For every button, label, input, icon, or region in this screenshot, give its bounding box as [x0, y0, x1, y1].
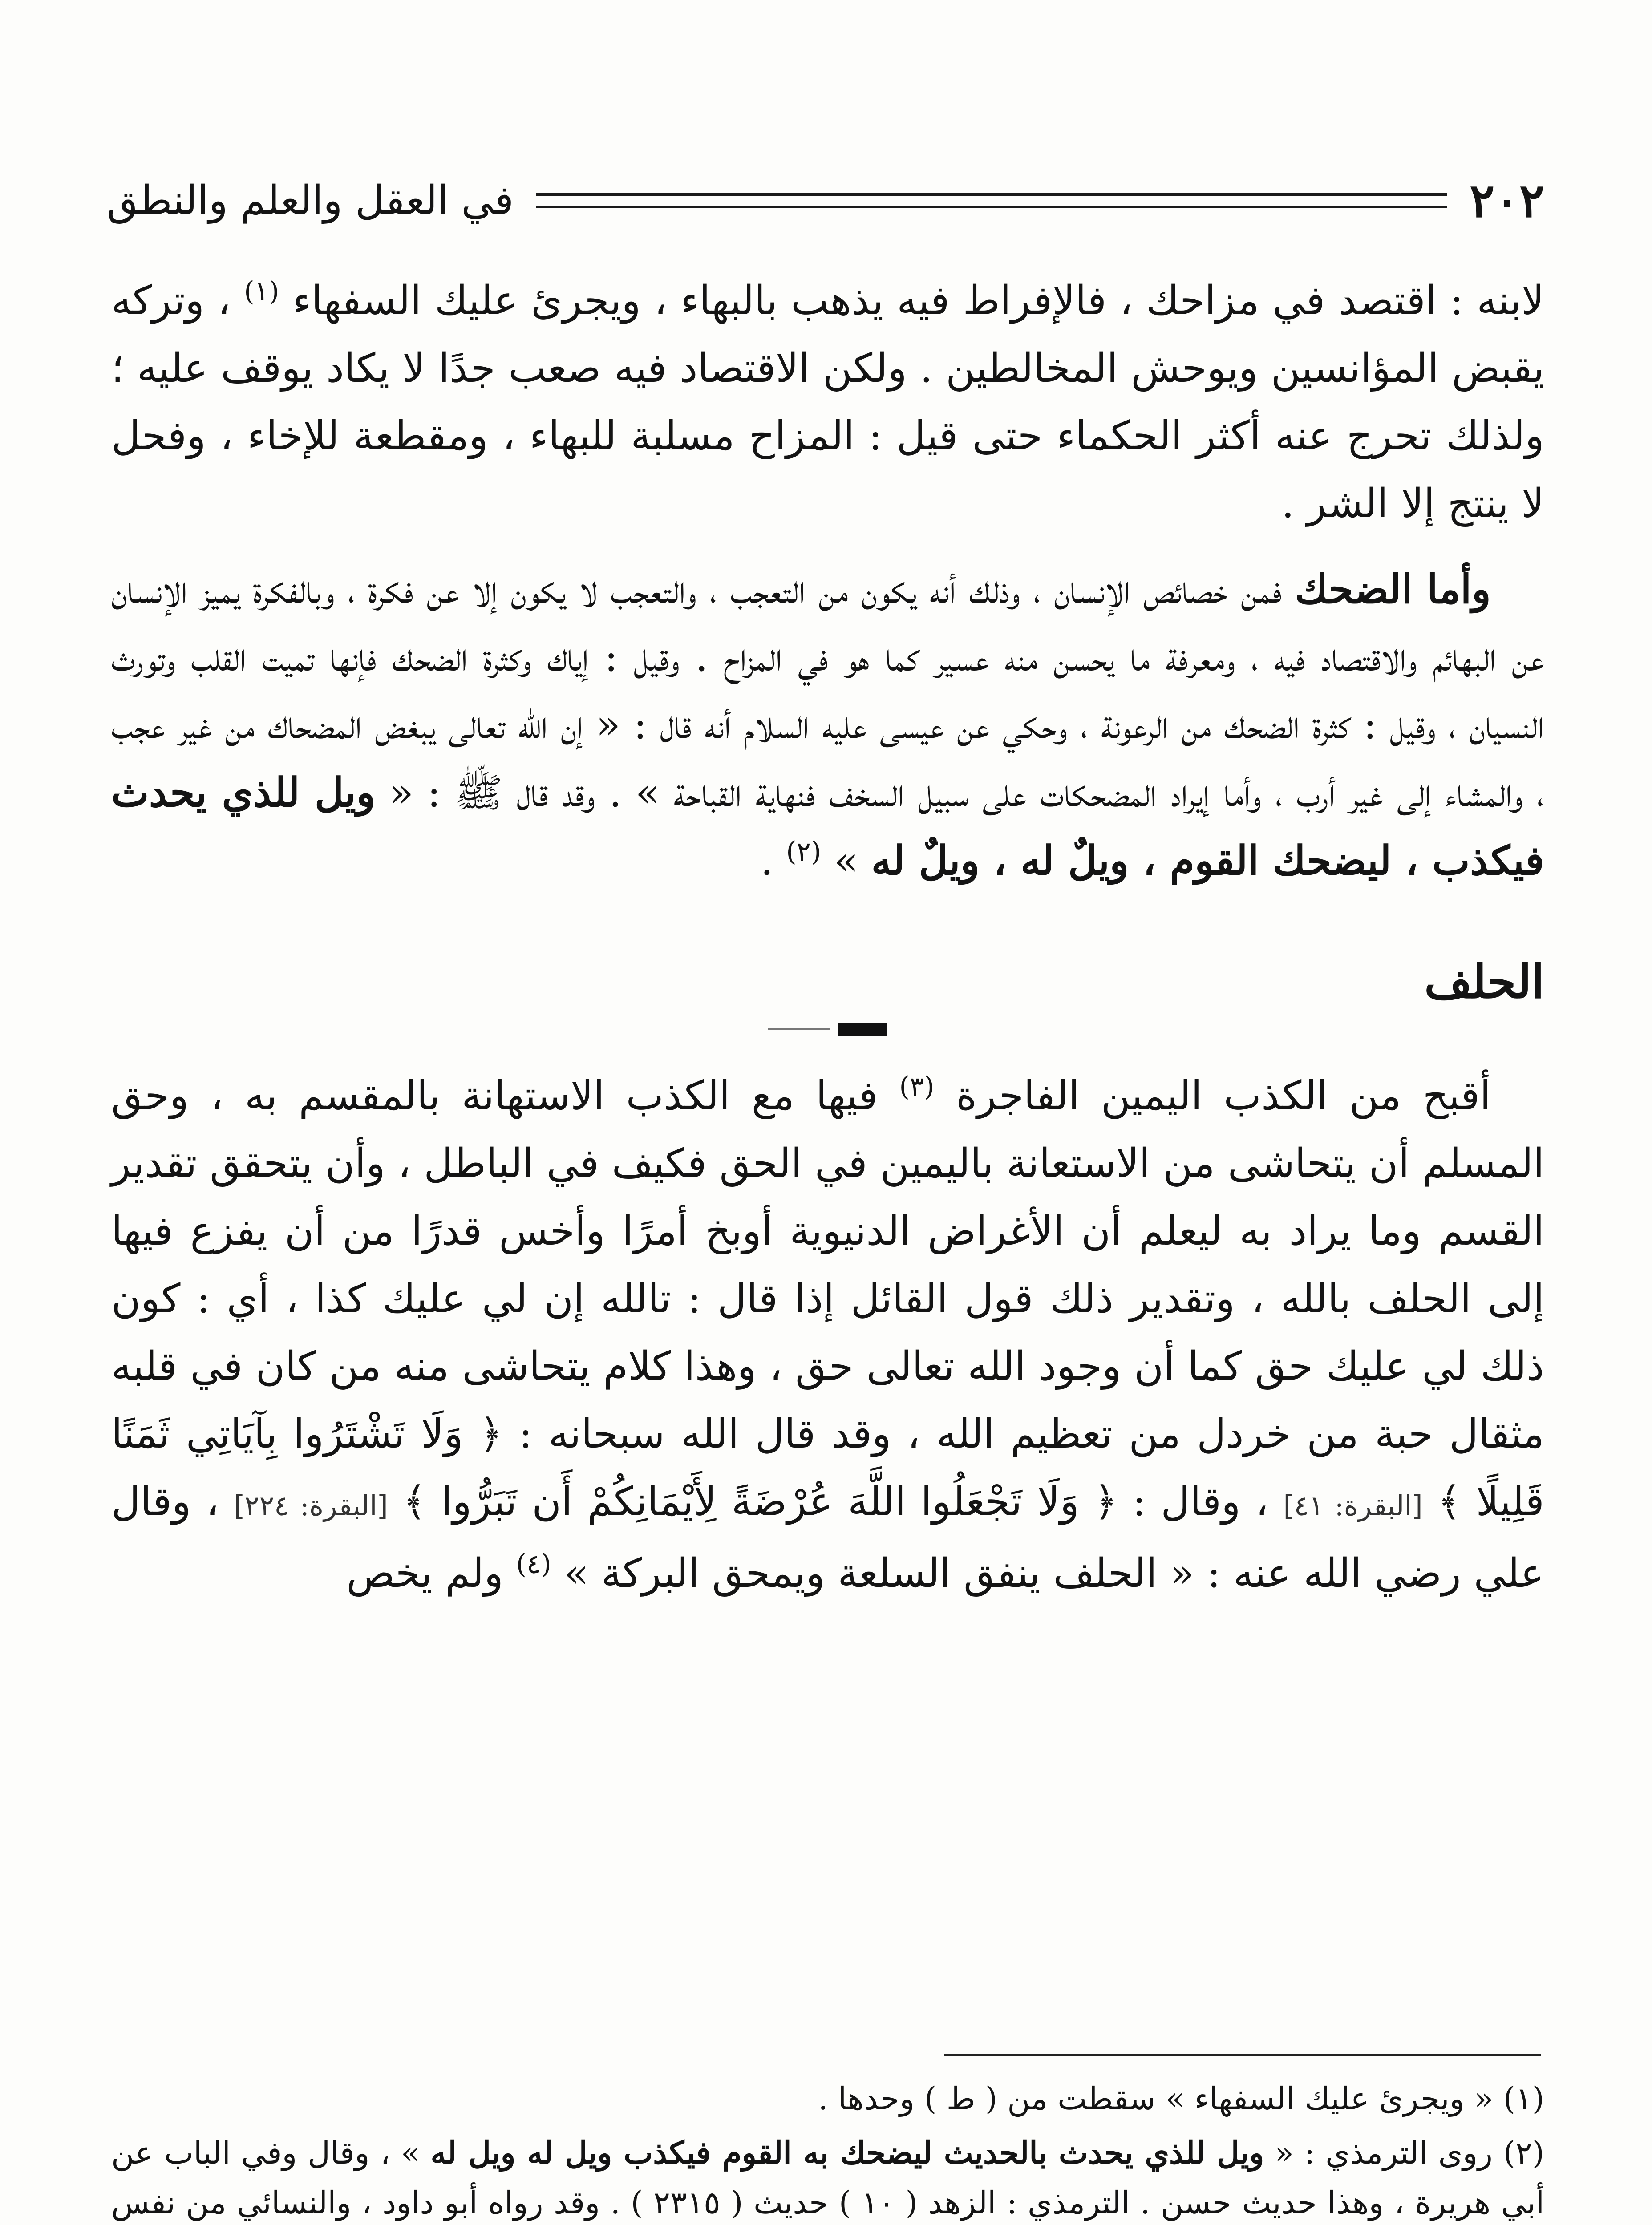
footnote-text: (٢) روى الترمذي : «: [1275, 2135, 1544, 2171]
paragraph-text: فمن خصائص الإنسان ، وذلك أنه يكون من التعجب ، والتعجب لا يكون إلا عن فكرة ، وبالفكرة يميز الإنسان عن البهائم والاقتصاد فيه ، ومعرفة ما يحسن منه عسير كما هو في المزاح . وقيل : إياك وكثرة الضحك فإنها تميت القلب وتورث النسيان ، وقيل : كثرة الضحك من الرعونة ، وحكي عن عيسى عليه السلام أنه قال : « إن الله تعالى يبغض المضحاك من غير عجب ، والمشاء إلى غير أرب ، وأما إيراد المضحكات على سبيل السخف فنهاية القباحة » . وقد قال ﷺ : «: [111, 566, 1545, 816]
quote-close: »: [834, 837, 858, 884]
footnote-1: (١) « ويجرئ عليك السفهاء » سقطت من ( ط ) وحدها .: [818, 2080, 1544, 2117]
header-rule: [536, 193, 1447, 208]
footnote-marker: (٢): [786, 836, 822, 867]
paragraph-text: ولم يخص: [346, 1550, 504, 1597]
paragraph-jesting: [111, 267, 1544, 538]
paragraph-text: ، وقال علي رضي الله عنه : « الحلف ينفق السلعة ويمحق البركة »: [111, 1478, 1544, 1597]
paragraph-text: لابنه : اقتصد في مزاحك ، فالإفراط فيه يذهب بالبهاء ، ويجرئ عليك السفهاء: [292, 277, 1545, 324]
footnote-rule: [944, 2054, 1541, 2056]
paragraph-lead: وأما الضحك: [1295, 566, 1491, 613]
hadith-quote: ويل للذي يحدث فيكذب ، ليضحك القوم ، ويلٌ له ، ويلٌ له: [111, 769, 1544, 884]
main-text: [111, 267, 1544, 1607]
quran-reference: [البقرة: ٢٢٤]: [234, 1489, 388, 1522]
footnote-marker: (٤): [516, 1549, 551, 1580]
ornament-bar: [838, 1023, 887, 1036]
page-number: ٢٠٢: [1470, 173, 1544, 228]
footnote-hadith: ويل للذي يحدث بالحديث ليضحك به القوم فيكذب ويل له ويل له: [430, 2134, 1264, 2171]
running-title: في العقل والعلم والنطق: [107, 177, 514, 224]
quran-reference: [البقرة: ٤١]: [1283, 1489, 1423, 1522]
paragraph-text: ، وقال : ﴿ وَلَا تَجْعَلُوا اللَّهَ عُرْضَةً لِأَيْمَانِكُمْ أَن تَبَرُّوا ﴾: [403, 1478, 1269, 1525]
paragraph-text: فيها مع الكذب الاستهانة بالمقسم به ، وحق المسلم أن يتحاشى من الاستعانة باليمين في الحق فكيف في الباطل ، وأن يتحقق تقدير القسم وما يراد به ليعلم أن الأغراض الدنيوية أوبخ أمرًا وأخس قدرًا من أن يفزع فيها إلى الحلف بالله ، وتقدير ذلك قول القائل إذا قال : تالله إن لي عليك كذا ، أي : كون ذلك لي عليك حق كما أن وجود الله تعالى حق ، وهذا كلام يتحاشى منه من كان في قلبه مثقال حبة من خردل من تعظيم الله ، وقد قال الله سبحانه : ﴿ وَلَا تَشْتَرُوا بِآيَاتِي ثَمَنًا قَلِيلًا ﴾: [111, 1072, 1545, 1525]
paragraph-text: ، وتركه يقبض المؤانسين ويوحش المخالطين . ولكن الاقتصاد فيه صعب جدًا لا يكاد يوقف عليه ؛ ولذلك تحرج عنه أكثر الحكماء حتى قيل : المزاح مسلبة للبهاء ، ومقطعة للإخاء ، وفحل لا ينتج إلا الشر .: [111, 277, 1544, 527]
paragraph-end: .: [760, 837, 773, 884]
footnote-text: » ، وقال وفي الباب عن أبي هريرة ، وهذا حديث حسن . الترمذي : الزهد ( ١٠ ) حديث ( ٢٣١٥ ) . وقد رواه أبو داود ، والنسائي من نفس: [111, 2135, 1545, 2221]
paragraph-oaths: [111, 1062, 1544, 1607]
title-ornament: [111, 1023, 1544, 1036]
footnote-2: [111, 2128, 1544, 2225]
paragraph-text: أقبح من الكذب اليمين الفاجرة: [956, 1072, 1491, 1119]
footnote-marker: (١): [244, 276, 279, 307]
footnote-marker: (٣): [899, 1071, 935, 1102]
paragraph-laughter: [111, 555, 1544, 895]
running-header: [107, 169, 1544, 231]
ornament-line: [768, 1028, 830, 1030]
footnotes: [111, 2074, 1544, 2225]
section-title: الحلف: [1424, 954, 1544, 1009]
